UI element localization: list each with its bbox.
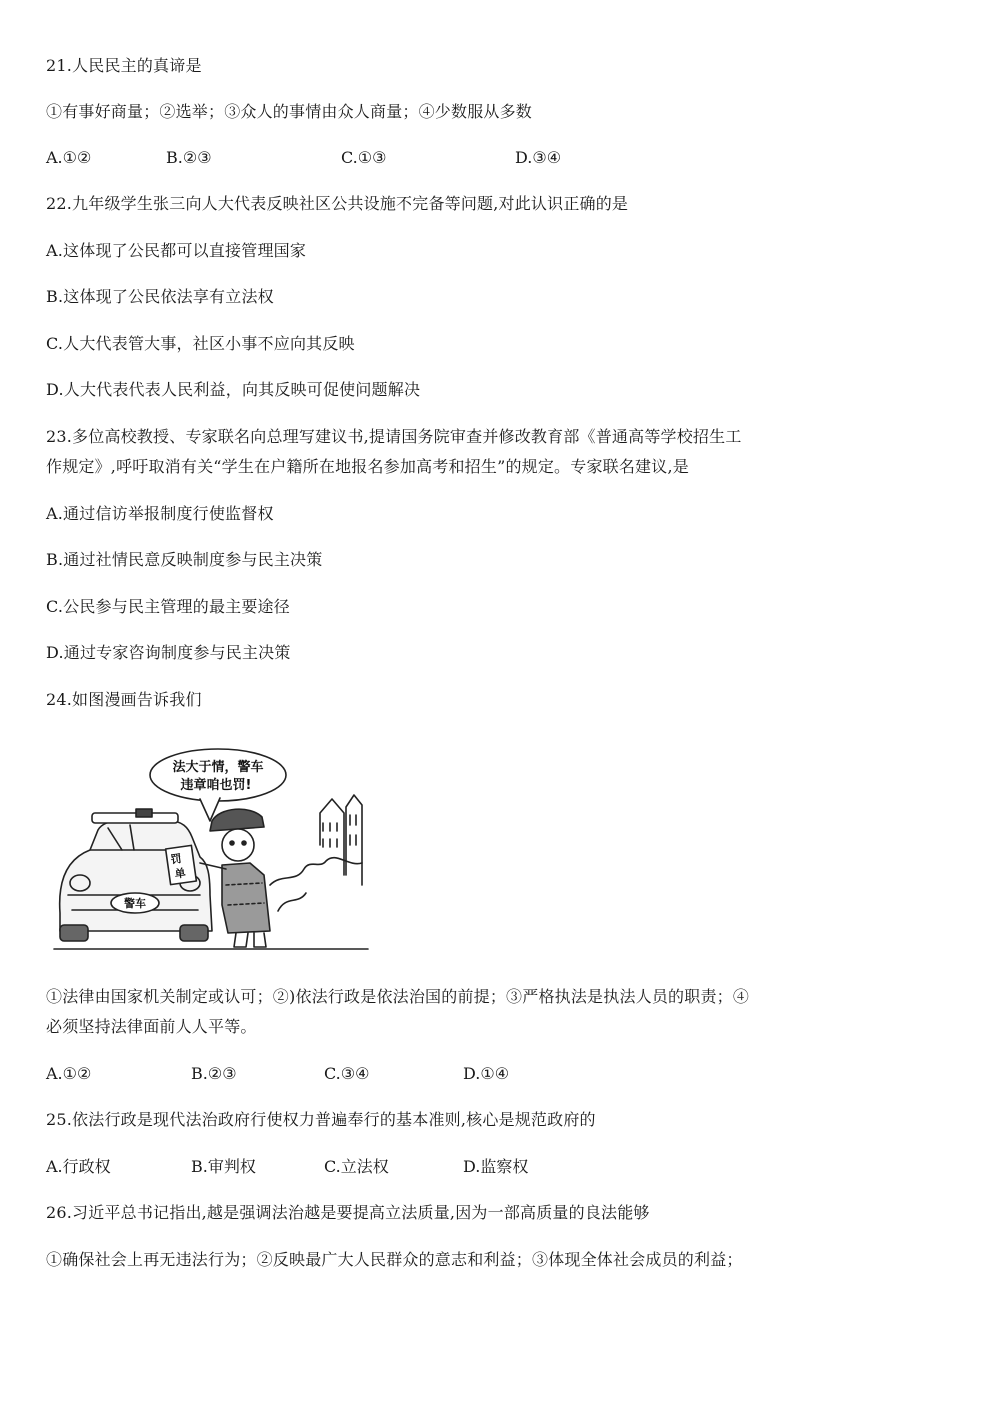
wheel-left — [60, 925, 88, 941]
q22-option-a: A.这体现了公民都可以直接管理国家 — [46, 241, 307, 260]
q23-option-b: B.通过社情民意反映制度参与民主决策 — [46, 550, 323, 569]
q24-statements-line2: 必须坚持法律面前人人平等。 — [46, 1017, 257, 1036]
police-uniform — [222, 863, 270, 933]
q26-stem: 26.习近平总书记指出,越是强调法治越是要提高立法质量,因为一部高质量的良法能够 — [46, 1203, 650, 1222]
q24-option-b: B.②③ — [191, 1064, 237, 1083]
policeman-head — [222, 829, 254, 861]
speech-bubble — [150, 749, 286, 801]
ticket-char-1: 罚 — [169, 851, 183, 867]
q22-option-b: B.这体现了公民依法享有立法权 — [46, 287, 274, 306]
wheel-right — [180, 925, 208, 941]
q24-option-c: C.③④ — [324, 1064, 370, 1083]
q23-option-a: A.通过信访举报制度行使监督权 — [46, 504, 274, 523]
q23-option-d: D.通过专家咨询制度参与民主决策 — [46, 643, 291, 662]
q21-statements: ①有事好商量；②选举；③众人的事情由众人商量；④少数服从多数 — [46, 102, 533, 121]
q21-option-c: C.①③ — [341, 148, 387, 167]
q24-stem: 24.如图漫画告诉我们 — [46, 690, 202, 709]
q25-option-a: A.行政权 — [46, 1157, 111, 1176]
q24-statements-line1: ①法律由国家机关制定或认可；②)依法行政是依法治国的前提；③严格执法是执法人员的职责；④ — [46, 987, 750, 1006]
speech-line-2: 违章咱也罚! — [180, 778, 252, 793]
speech-line-1: 法大于情，警车 — [172, 760, 264, 775]
q23-stem-line1: 23.多位高校教授、专家联名向总理写建议书,提请国务院审查并修改教育部《普通高等学校招生工 — [46, 427, 742, 446]
siren-bar — [92, 813, 178, 823]
q25-option-d: D.监察权 — [463, 1157, 529, 1176]
q21-stem: 21.人民民主的真谛是 — [46, 56, 202, 75]
q23-option-c: C.公民参与民主管理的最主要途径 — [46, 597, 290, 616]
q23-stem-line2: 作规定》,呼吁取消有关“学生在户籍所在地报名参加高考和招生”的规定。专家联名建议,是 — [46, 457, 689, 476]
q25-option-c: C.立法权 — [324, 1157, 389, 1176]
police-cap — [210, 809, 264, 831]
building-2 — [346, 795, 362, 885]
cartoon-drawing — [50, 735, 370, 960]
ticket-char-2: 单 — [173, 866, 187, 881]
q21-option-b: B.②③ — [166, 148, 212, 167]
q25-option-b: B.审判权 — [191, 1157, 256, 1176]
plate-text: 警车 — [124, 897, 146, 910]
q24-option-a: A.①② — [46, 1064, 92, 1083]
traffic-police-cartoon — [50, 735, 370, 960]
q22-option-c: C.人大代表管大事，社区小事不应向其反映 — [46, 334, 355, 353]
q21-option-d: D.③④ — [515, 148, 562, 167]
q24-option-d: D.①④ — [463, 1064, 510, 1083]
q21-option-a: A.①② — [46, 148, 92, 167]
q22-stem: 22.九年级学生张三向人大代表反映社区公共设施不完备等问题,对此认识正确的是 — [46, 194, 629, 213]
q22-option-d: D.人大代表代表人民利益，向其反映可促使问题解决 — [46, 380, 421, 399]
q25-stem: 25.依法行政是现代法治政府行使权力普遍奉行的基本准则,核心是规范政府的 — [46, 1110, 596, 1129]
q26-statements: ①确保社会上再无违法行为；②反映最广大人民群众的意志和利益；③体现全体社会成员的利益； — [46, 1250, 743, 1269]
